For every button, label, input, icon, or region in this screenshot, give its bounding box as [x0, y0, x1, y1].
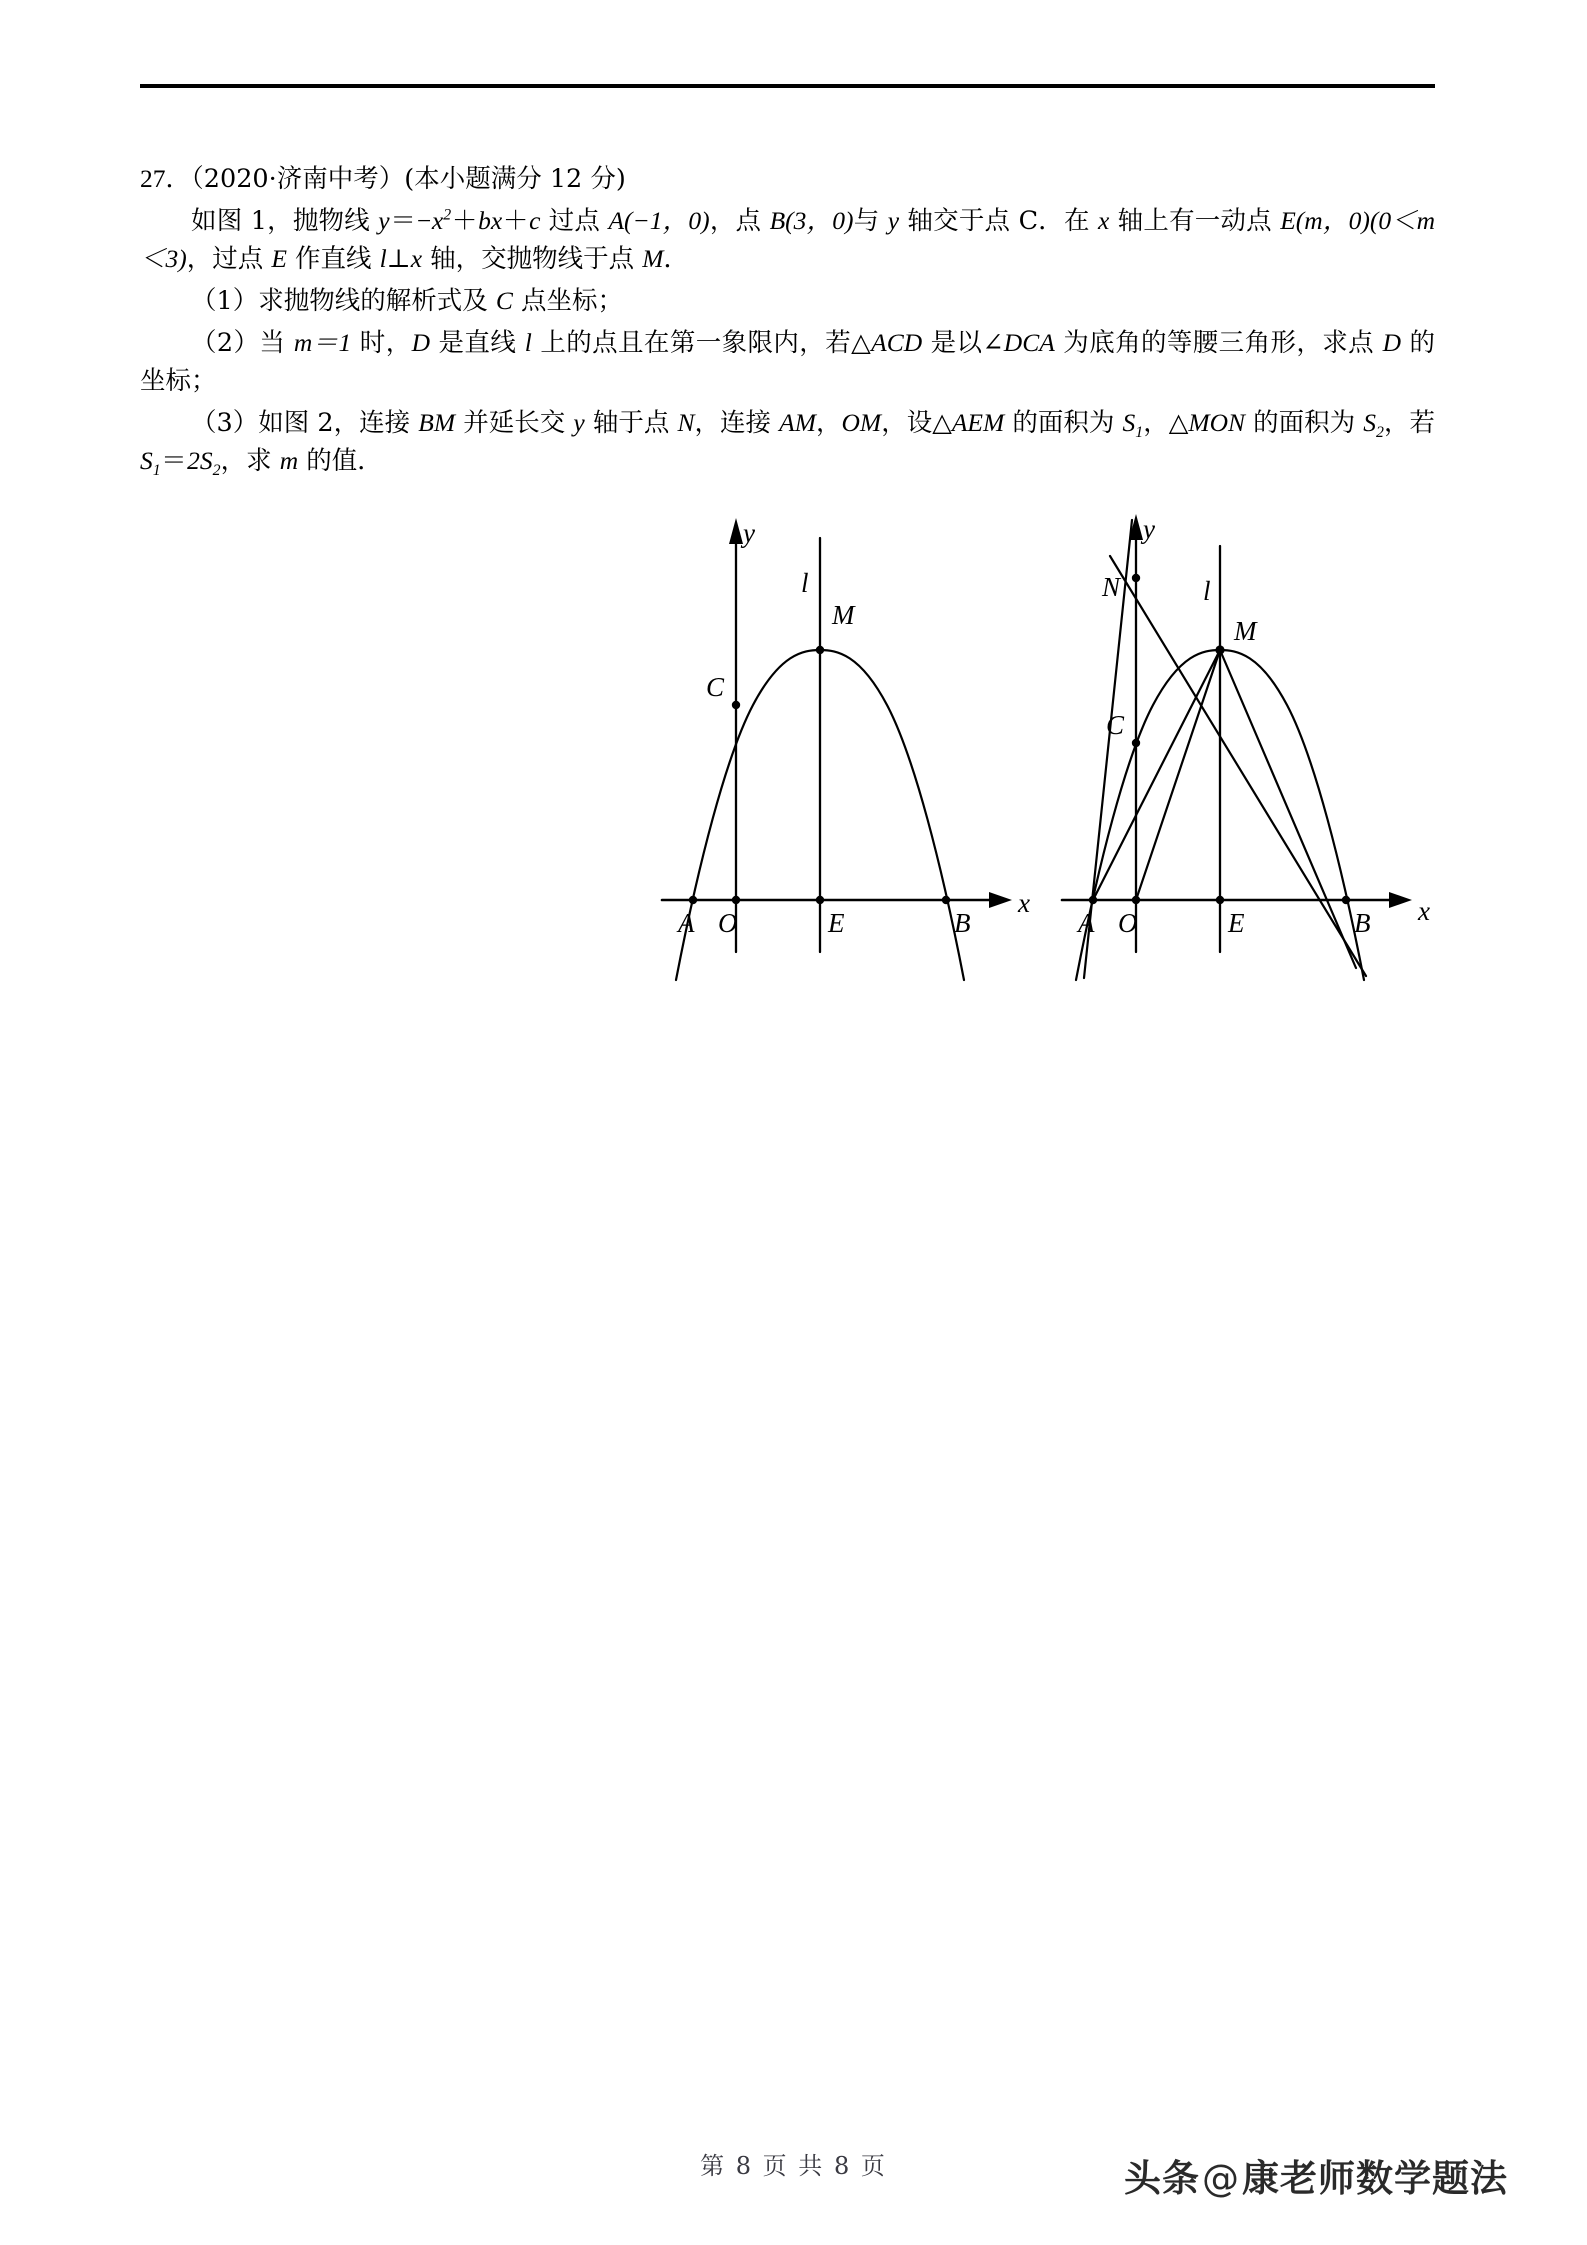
sub-question-2-text-g: 的坐标； — [140, 328, 1436, 396]
figure-2-label-B: B — [1354, 908, 1371, 938]
dot-C — [732, 701, 740, 709]
sub-question-3-text-i: 的面积为 — [1245, 408, 1364, 438]
stem-point-b: B(3，0) — [769, 206, 854, 235]
sub-question-2-text-d: 上的点且在第一象限内，若△ — [531, 328, 872, 358]
sub-question-3-text-c: 轴于点 — [584, 408, 678, 438]
stem-perp-symbol: ⊥ — [386, 244, 411, 273]
sub-question-3-text-k: ，求 — [220, 446, 280, 476]
figure-1-label-y: y — [743, 518, 755, 548]
stem-point-e: E(m，0) — [1280, 206, 1370, 235]
sub-question-3-text-a: 如图 2，连接 — [258, 408, 419, 438]
sub-question-3-s1: $S_1$ — [1122, 408, 1144, 442]
sub-question-1-text-b: 点坐标； — [512, 286, 623, 316]
sub-question-2-label: （2） — [191, 328, 260, 358]
figure-1-label-O: O — [718, 908, 738, 938]
figure-2-label-x: x — [1418, 896, 1430, 926]
stem-lead: 如图 1，抛物线 — [191, 206, 379, 236]
dot-N — [1132, 574, 1140, 582]
sub-question-2-var-d: D — [411, 328, 431, 357]
sub-question-3-relation: $S_1=2S_2$ — [140, 446, 221, 480]
figure-2-label-A: A — [1078, 908, 1095, 938]
header-rule — [140, 84, 1435, 88]
dot-E — [816, 896, 824, 904]
sub-question-2-triangle-acd: ACD — [871, 328, 923, 357]
sub-question-3-segment-bm: BM — [418, 408, 456, 437]
stem-mid4: 轴交于点 C．在 — [899, 206, 1099, 236]
question-source: （2020·济南中考） — [191, 164, 405, 194]
sub-question-2-text-f: 为底角的等腰三角形，求点 — [1054, 328, 1383, 358]
figure-2-label-E: E — [1228, 908, 1245, 938]
stem-axis-x2: x — [410, 244, 423, 273]
sub-question-2-text-e: 是以∠ — [922, 328, 1004, 358]
stem-end: ． — [663, 244, 690, 274]
figures-container — [640, 500, 1460, 990]
figure-1-label-x: x — [1018, 888, 1030, 918]
sub-question-3-segment-om: OM — [841, 408, 882, 437]
dot-A — [689, 896, 697, 904]
stem-mid6: ，过点 — [186, 244, 272, 274]
sub-question-3-var-n: N — [677, 408, 695, 437]
stem-point-m: M — [642, 244, 664, 273]
sub-question-3-text-e: ， — [815, 408, 842, 438]
sub-question-3-axis-y: y — [573, 408, 585, 437]
question-stem — [140, 202, 1435, 278]
figure-2-parabola-with-lines — [1040, 500, 1460, 990]
stem-point-e2: E — [271, 244, 287, 273]
question-heading — [140, 160, 1435, 198]
figure-1-label-C: C — [706, 672, 725, 702]
stem-line-l: l — [379, 244, 387, 273]
dot-C — [1132, 739, 1140, 747]
figure-1-label-B: B — [954, 908, 971, 938]
sub-question-3-triangle-mon: MON — [1188, 408, 1246, 437]
figure-1-label-l: l — [801, 568, 809, 598]
watermark-prefix: 头条 — [1124, 2157, 1200, 2200]
dot-M — [1215, 645, 1224, 654]
sub-question-3-triangle-aem: AEM — [951, 408, 1005, 437]
sub-question-2-var-d2: D — [1382, 328, 1401, 357]
sub-question-2-text-a: 当 — [259, 328, 294, 358]
dot-O — [1132, 896, 1140, 904]
figure-2-label-O: O — [1118, 908, 1138, 938]
sub-question-3-label: （3） — [191, 408, 259, 438]
question-score-note: (本小题满分 12 分) — [404, 164, 626, 194]
sub-question-3-var-m: m — [279, 446, 299, 475]
dot-B — [1342, 896, 1350, 904]
dot-M — [816, 646, 824, 654]
watermark-account-name: 康老师数学题法 — [1242, 2157, 1508, 2200]
sub-question-2-text-b: 时， — [351, 328, 412, 358]
stem-point-a: A(−1，0) — [608, 206, 710, 235]
sub-question-2-var-l: l — [524, 328, 532, 357]
stem-mid2: ，点 — [709, 206, 770, 236]
sub-question-1 — [140, 282, 1435, 320]
watermark-at-symbol: @ — [1202, 2157, 1240, 2200]
sub-question-2-condition: m＝1 — [293, 328, 352, 357]
figure-2-label-M: M — [1234, 616, 1257, 646]
question-number: 27． — [140, 164, 192, 193]
stem-equation: $y=-x^2+bx+c$ — [378, 206, 541, 235]
stem-mid7: 作直线 — [286, 244, 380, 274]
figure-2-label-N: N — [1102, 572, 1121, 602]
stem-mid3: 与 — [853, 206, 888, 236]
page-number-footer: 第 8 页 共 8 页 — [700, 2152, 887, 2180]
sub-question-1-text-a: 求抛物线的解析式及 — [258, 286, 496, 316]
sub-question-2-text-c: 是直线 — [430, 328, 525, 358]
question-body — [140, 160, 1435, 484]
sub-question-3-segment-am: AM — [779, 408, 816, 437]
figure-2-label-C: C — [1106, 710, 1125, 740]
sub-question-2-angle-dca: DCA — [1003, 328, 1055, 357]
dot-B — [942, 896, 950, 904]
stem-mid8: 轴，交抛物线于点 — [422, 244, 643, 274]
figure-2-label-l: l — [1203, 576, 1211, 606]
sub-question-3-text-j: ，若 — [1383, 408, 1435, 438]
sub-question-3-text-d: ，连接 — [694, 408, 780, 438]
watermark-attribution — [1124, 2148, 1508, 2202]
figure-1-label-E: E — [828, 908, 845, 938]
figure-1-parabola — [640, 500, 1040, 990]
dot-O — [732, 896, 740, 904]
sub-question-3-text-h: ，△ — [1143, 408, 1189, 438]
sub-question-1-label: （1） — [191, 286, 259, 316]
sub-question-3-text-b: 并延长交 — [455, 408, 574, 438]
sub-question-3-text-l: 的值． — [298, 446, 383, 476]
figure-1-label-M: M — [832, 600, 855, 630]
stem-range: (0＜m＜3) — [140, 206, 1436, 273]
sub-question-3-s2: $S_2$ — [1363, 408, 1384, 442]
sub-question-3 — [140, 404, 1435, 480]
figure-1-label-A: A — [678, 908, 695, 938]
figure-2-label-y: y — [1143, 514, 1155, 544]
sub-question-3-text-f: ，设△ — [881, 408, 952, 438]
stem-axis-y: y — [887, 206, 900, 235]
sub-question-2 — [140, 324, 1435, 400]
sub-question-3-text-g: 的面积为 — [1004, 408, 1123, 438]
dot-E — [1216, 896, 1224, 904]
stem-axis-x: x — [1098, 206, 1110, 235]
stem-mid5: 轴上有一动点 — [1109, 206, 1281, 236]
dot-A — [1089, 896, 1097, 904]
stem-mid1: 过点 — [540, 206, 609, 236]
sub-question-1-var-c: C — [495, 286, 513, 315]
